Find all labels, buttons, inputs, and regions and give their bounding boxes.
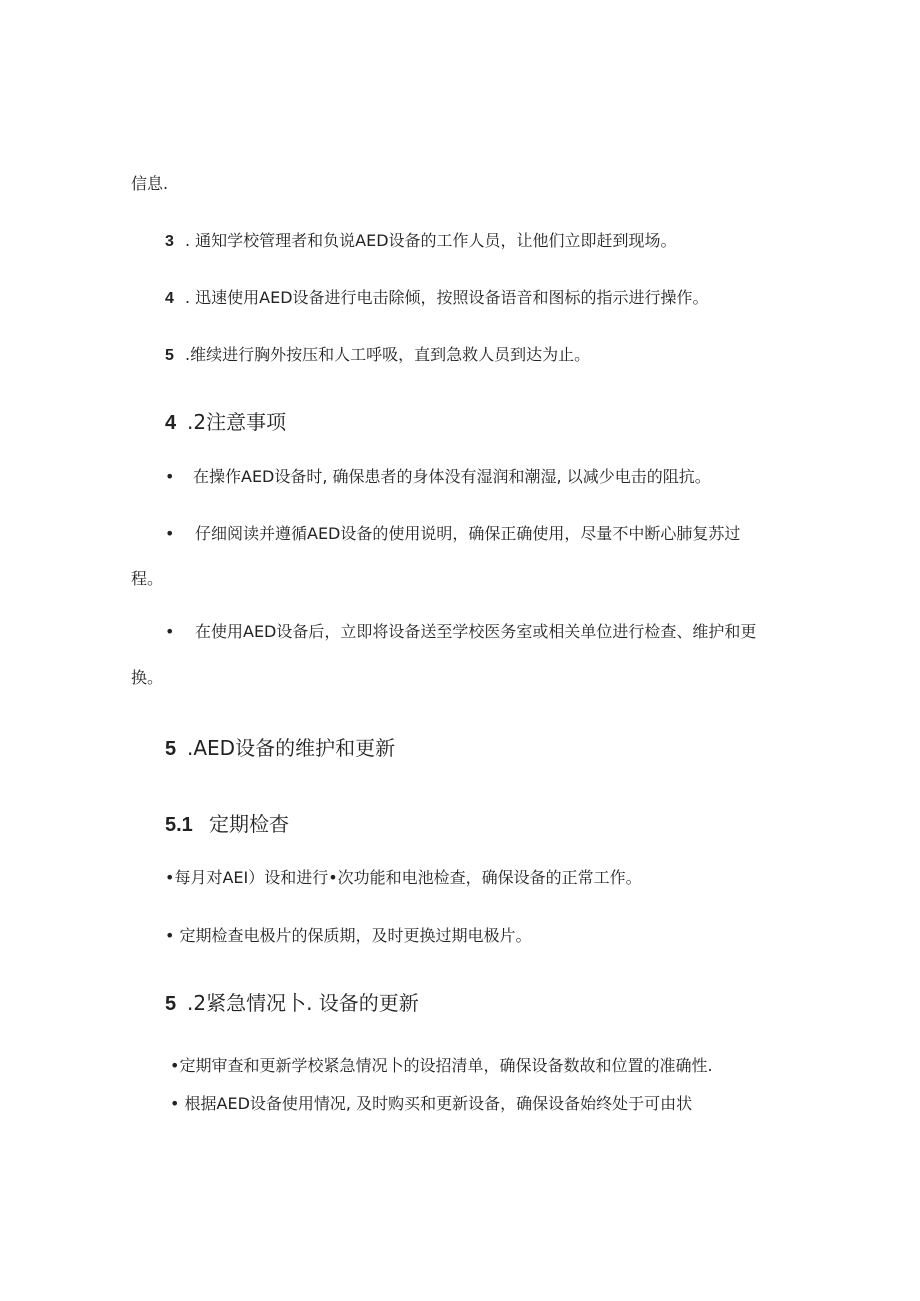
note-text: 在使用AED设备后，立即将设备送至学校医务室或相关单位进行检查、维护和更 (195, 622, 757, 641)
step-3 (165, 231, 677, 252)
step-number: 3 (165, 233, 174, 250)
update-item-1: •定期审查和更新学校紧急情况卜的设招清单，确保设备数故和位置的准确性. (170, 1056, 713, 1075)
note-3-continuation: 换。 (131, 668, 164, 687)
step-text: . 通知学校管理者和负说AED设备的工作人员，让他们立即赶到现场。 (185, 231, 677, 250)
section-title: 定期检杳 (209, 812, 289, 836)
step-text: .维续进行胸外按压和人工呼吸，直到急救人员到达为止。 (185, 345, 591, 364)
section-heading-5 (165, 736, 395, 761)
note-2 (165, 524, 740, 544)
continuation-text: 信息. (131, 174, 169, 193)
note-text: 仔细阅读并遵循AED设备的使用说明，确保正确使用，尽量不中断心肺复苏过 (195, 524, 741, 543)
section-title: .2注意事项 (187, 410, 287, 434)
step-4 (165, 288, 709, 309)
bullet-marker: • (165, 524, 175, 543)
check-item-2: • 定期检查电极片的保质期，及时更换过期电极片。 (165, 926, 532, 945)
section-heading-5-2 (165, 991, 419, 1016)
step-number: 4 (165, 290, 174, 307)
note-1 (165, 467, 711, 487)
section-title: .2紧急情况卜. 设备的更新 (187, 991, 419, 1015)
bullet-marker: • (165, 467, 175, 486)
section-heading-4-2 (165, 410, 286, 435)
note-3 (165, 622, 756, 642)
step-5 (165, 345, 590, 366)
section-number: 5 (165, 993, 177, 1015)
step-text: . 迅速使用AED设备进行电击除倾，按照设备语音和图标的指示进行操作。 (185, 288, 709, 307)
section-number: 5 (165, 738, 177, 760)
check-item-1: •每月对AEI）设和进行•次功能和电池检查，确保设备的正常工作。 (165, 868, 642, 887)
section-heading-5-1 (165, 812, 289, 837)
step-number: 5 (165, 347, 174, 364)
bullet-marker: • (165, 622, 175, 641)
note-2-continuation: 程。 (131, 569, 164, 588)
section-title: .AED设备的维护和更新 (187, 736, 396, 760)
section-number: 4 (165, 412, 177, 434)
note-text: 在操作AED设备时, 确保患者的身体没有湿润和潮湿, 以减少电击的阻抗。 (193, 467, 711, 486)
section-number: 5.1 (165, 814, 193, 836)
update-item-2: • 根据AED设备使用情况, 及时购买和更新设备，确保设备始终处于可由状 (170, 1094, 693, 1113)
